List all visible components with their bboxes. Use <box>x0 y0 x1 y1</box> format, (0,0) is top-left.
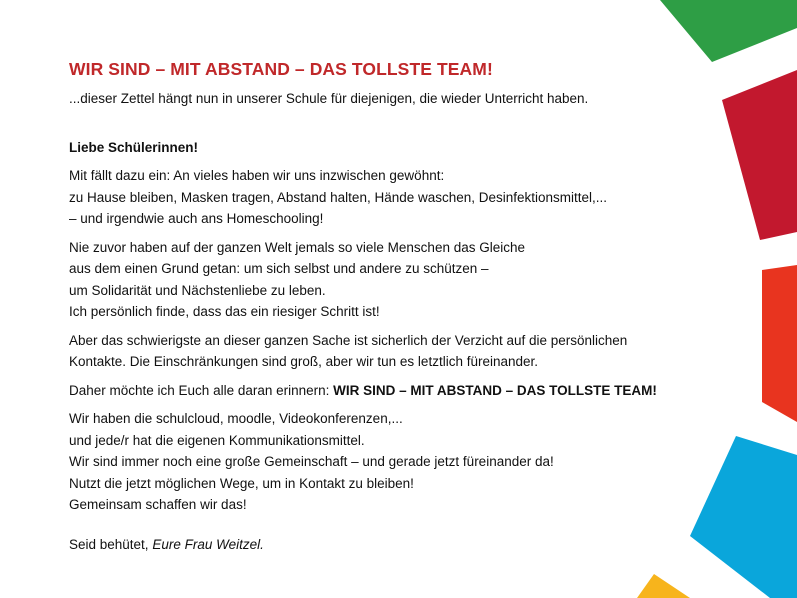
green-segment <box>660 0 797 62</box>
paragraph-habits <box>69 165 709 230</box>
crimson-segment <box>722 70 797 240</box>
signoff-lead: Seid behütet, <box>69 536 153 552</box>
greeting: Liebe Schülerinnen! <box>69 140 199 155</box>
paragraph-solidarity <box>69 237 709 323</box>
text-line: Nutzt die jetzt möglichen Wege, um in Kontakt zu bleiben! <box>69 475 414 491</box>
letter-content <box>69 58 709 555</box>
text-line: Gemeinsam schaffen wir das! <box>69 497 247 512</box>
text-line: Kontakte. Die Einschränkungen sind groß, aber wir tun es letztlich füreinander. <box>69 354 539 369</box>
paragraph-reminder <box>69 380 709 402</box>
reminder-lead: Daher möchte ich Euch alle daran erinnern: <box>69 382 334 398</box>
orange-red-segment <box>762 265 797 422</box>
paragraph-community <box>69 408 709 516</box>
text-line <box>69 380 709 402</box>
text-line: – und irgendwie auch ans Homeschooling! <box>69 211 324 226</box>
text-line: Ich persönlich finde, dass das ein riesiger Schritt ist! <box>69 304 380 319</box>
reminder-slogan: WIR SIND – MIT ABSTAND – DAS TOLLSTE TEAM! <box>333 382 657 398</box>
text-line: Mit fällt dazu ein: An vieles haben wir uns inzwischen gewöhnt: <box>69 168 445 183</box>
signoff <box>69 535 709 555</box>
paragraph-contacts <box>69 330 709 373</box>
text-line: um Solidarität und Nächstenliebe zu leben. <box>69 282 326 298</box>
text-line: Wir sind immer noch eine große Gemeinschaft – und gerade jetzt füreinander da! <box>69 454 554 469</box>
intro-text: ...dieser Zettel hängt nun in unserer Schule für diejenigen, die wieder Unterricht haben. <box>69 91 589 106</box>
signature: Eure Frau Weitzel. <box>152 536 264 552</box>
text-line: zu Hause bleiben, Masken tragen, Abstand halten, Hände waschen, Desinfektionsmittel,... <box>69 189 608 205</box>
text-line: aus dem einen Grund getan: um sich selbst und andere zu schützen – <box>69 261 489 276</box>
page-title: WIR SIND – MIT ABSTAND – DAS TOLLSTE TEAM! <box>69 59 493 79</box>
text-line: Aber das schwierigste an dieser ganzen Sache ist sicherlich der Verzicht auf die persönlichen <box>69 332 628 348</box>
text-line: und jede/r hat die eigenen Kommunikationsmittel. <box>69 432 365 448</box>
yellow-segment <box>637 574 690 598</box>
text-line: Nie zuvor haben auf der ganzen Welt jemals so viele Menschen das Gleiche <box>69 239 526 255</box>
text-line: Wir haben die schulcloud, moodle, Videokonferenzen,... <box>69 411 403 426</box>
